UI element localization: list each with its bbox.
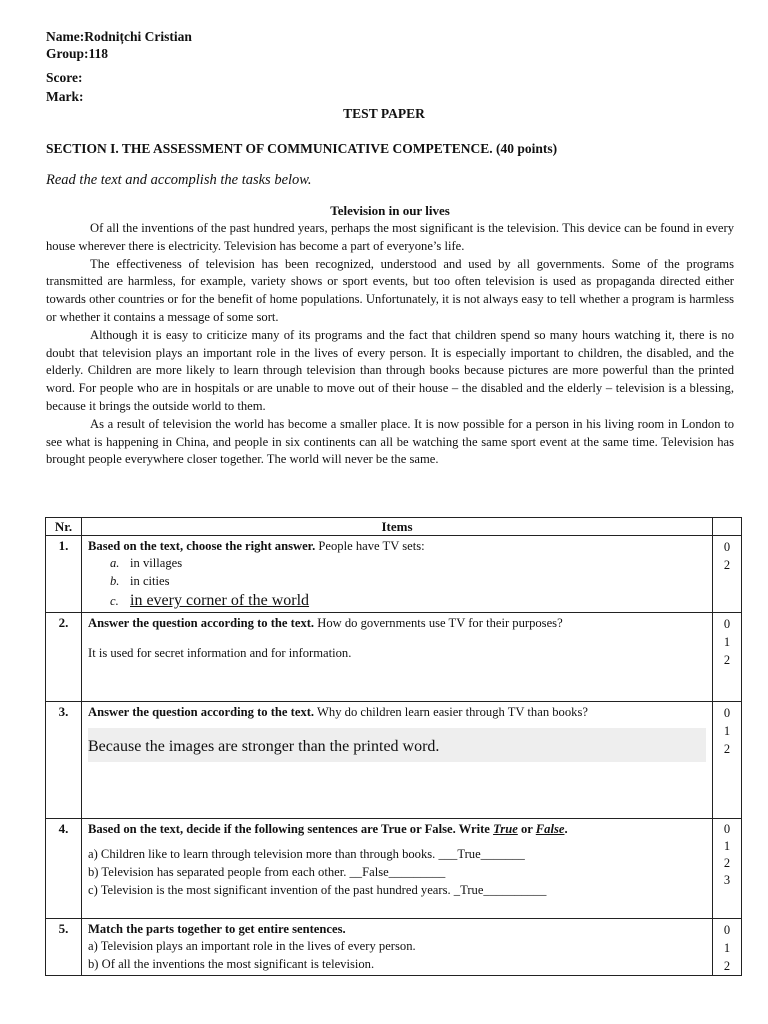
question-instruction: Answer the question according to the text. <box>88 705 315 719</box>
answer-text: It is used for secret information and for information. <box>88 646 352 660</box>
question-instruction: Based on the text, choose the right answer. <box>88 539 316 553</box>
reading-paragraph: The effectiveness of television has been recognized, understood and used by all governments. Some of the programs transmitted are harmless, for example, variety shows or sport events, but too often television is used as propaganda directed either towards other countries or for the benefit of home populations. Unfortunately, it is not always easy to tell whether a program is harmless or whether it contains a message of some sort. <box>46 256 734 324</box>
student-name <box>46 29 192 45</box>
reading-paragraph: As a result of television the world has become a smaller place. It is now possible for a person in his living room in London to see what is happening in China, and people in six continents can all be watching the same sport event at the same time. Television has brought people everywhere closer together. The world will never be the same. <box>46 416 734 467</box>
match-a: a) Television plays an important role in the lives of every person. <box>88 939 416 953</box>
true-word: True <box>493 822 518 836</box>
selected-answer: in every corner of the world <box>130 592 310 609</box>
statement-b: b) Television has separated people from each other. __False_________ <box>88 865 446 879</box>
question-number: 3. <box>46 702 82 819</box>
score-options: 0 1 2 <box>713 613 742 702</box>
question-text: How do governments use TV for their purposes? <box>314 616 563 630</box>
statement-a: a) Children like to learn through television more than through books. ___True_______ <box>88 847 525 861</box>
header-nr: Nr. <box>46 518 82 536</box>
option-a: a. in villages <box>110 556 183 570</box>
question-prompt <box>88 538 706 554</box>
items-table <box>45 517 742 976</box>
question-prompt: Based on the text, decide if the following sentences are True or False. Write True or False. <box>88 822 568 836</box>
student-group <box>46 46 108 62</box>
statement-c: c) Television is the most significant invention of the past hundred years. _True__________ <box>88 883 547 897</box>
question-row-2 <box>46 613 742 702</box>
false-word: False <box>535 822 565 836</box>
reading-title: Television in our lives <box>330 203 450 218</box>
question-5 <box>82 919 713 976</box>
page-title: TEST PAPER <box>343 106 425 121</box>
question-4 <box>82 819 713 919</box>
header-score <box>713 518 742 536</box>
question-prompt <box>88 615 706 631</box>
question-prompt <box>88 921 706 937</box>
group-label: Group: <box>46 46 89 61</box>
question-text: People have TV sets: <box>315 539 425 553</box>
table-header-row <box>46 518 742 536</box>
option-b: b. in cities <box>110 574 170 588</box>
question-text: Why do children learn easier through TV than books? <box>314 705 588 719</box>
header-items: Items <box>82 518 713 536</box>
score-label: Score: <box>46 70 83 85</box>
name-value: Rodnițchi Cristian <box>84 29 192 44</box>
question-row-3 <box>46 702 742 819</box>
question-instruction: Answer the question according to the text. <box>88 616 315 630</box>
match-b: b) Of all the inventions the most significant is television. <box>88 957 375 971</box>
instruction-text: Read the text and accomplish the tasks below. <box>46 172 312 188</box>
question-row-5 <box>46 919 742 976</box>
question-number: 1. <box>46 536 82 613</box>
reading-paragraph: Of all the inventions of the past hundred years, perhaps the most significant is the television. This device can be found in every house wherever there is electricity. Television has become a part of everyone’s life. <box>46 221 734 253</box>
reading-paragraph: Although it is easy to criticize many of its programs and the fact that children spend so many hours watching it, there is no doubt that television plays an important role in the lives of every person. It is especially important to children, the disabled, and the elderly. Children are more likely to learn through television than through books because pictures are more powerful than the printed word. For people who are in hospitals or are unable to move out of their house – the disabled and the elderly – television is a blessing, because it brings the outside world to them. <box>46 327 734 413</box>
question-number: 4. <box>46 819 82 919</box>
reading-text <box>46 220 734 469</box>
question-prompt <box>88 704 706 720</box>
question-number: 2. <box>46 613 82 702</box>
option-c-selected: c. in every corner of the world <box>110 592 310 609</box>
or-word: or <box>520 822 533 836</box>
question-instruction: Based on the text, decide if the following sentences are True or False. Write <box>88 822 490 836</box>
question-2 <box>82 613 713 702</box>
question-3 <box>82 702 713 819</box>
score-options: 0 1 2 <box>713 702 742 819</box>
score-options: 0 2 <box>713 536 742 613</box>
group-value: 118 <box>88 46 109 61</box>
mark-label: Mark: <box>46 89 84 104</box>
question-instruction: Match the parts together to get entire sentences. <box>88 922 346 936</box>
answer-text: Because the images are stronger than the printed word. <box>88 728 706 762</box>
question-number: 5. <box>46 919 82 976</box>
section-heading: SECTION I. THE ASSESSMENT OF COMMUNICATIVE COMPETENCE. (40 points) <box>46 141 558 156</box>
question-1 <box>82 536 713 613</box>
score-options: 0 1 2 3 <box>713 819 742 919</box>
score-options: 0 1 2 <box>713 919 742 976</box>
name-label: Name: <box>46 29 85 44</box>
question-row-1 <box>46 536 742 613</box>
question-row-4 <box>46 819 742 919</box>
